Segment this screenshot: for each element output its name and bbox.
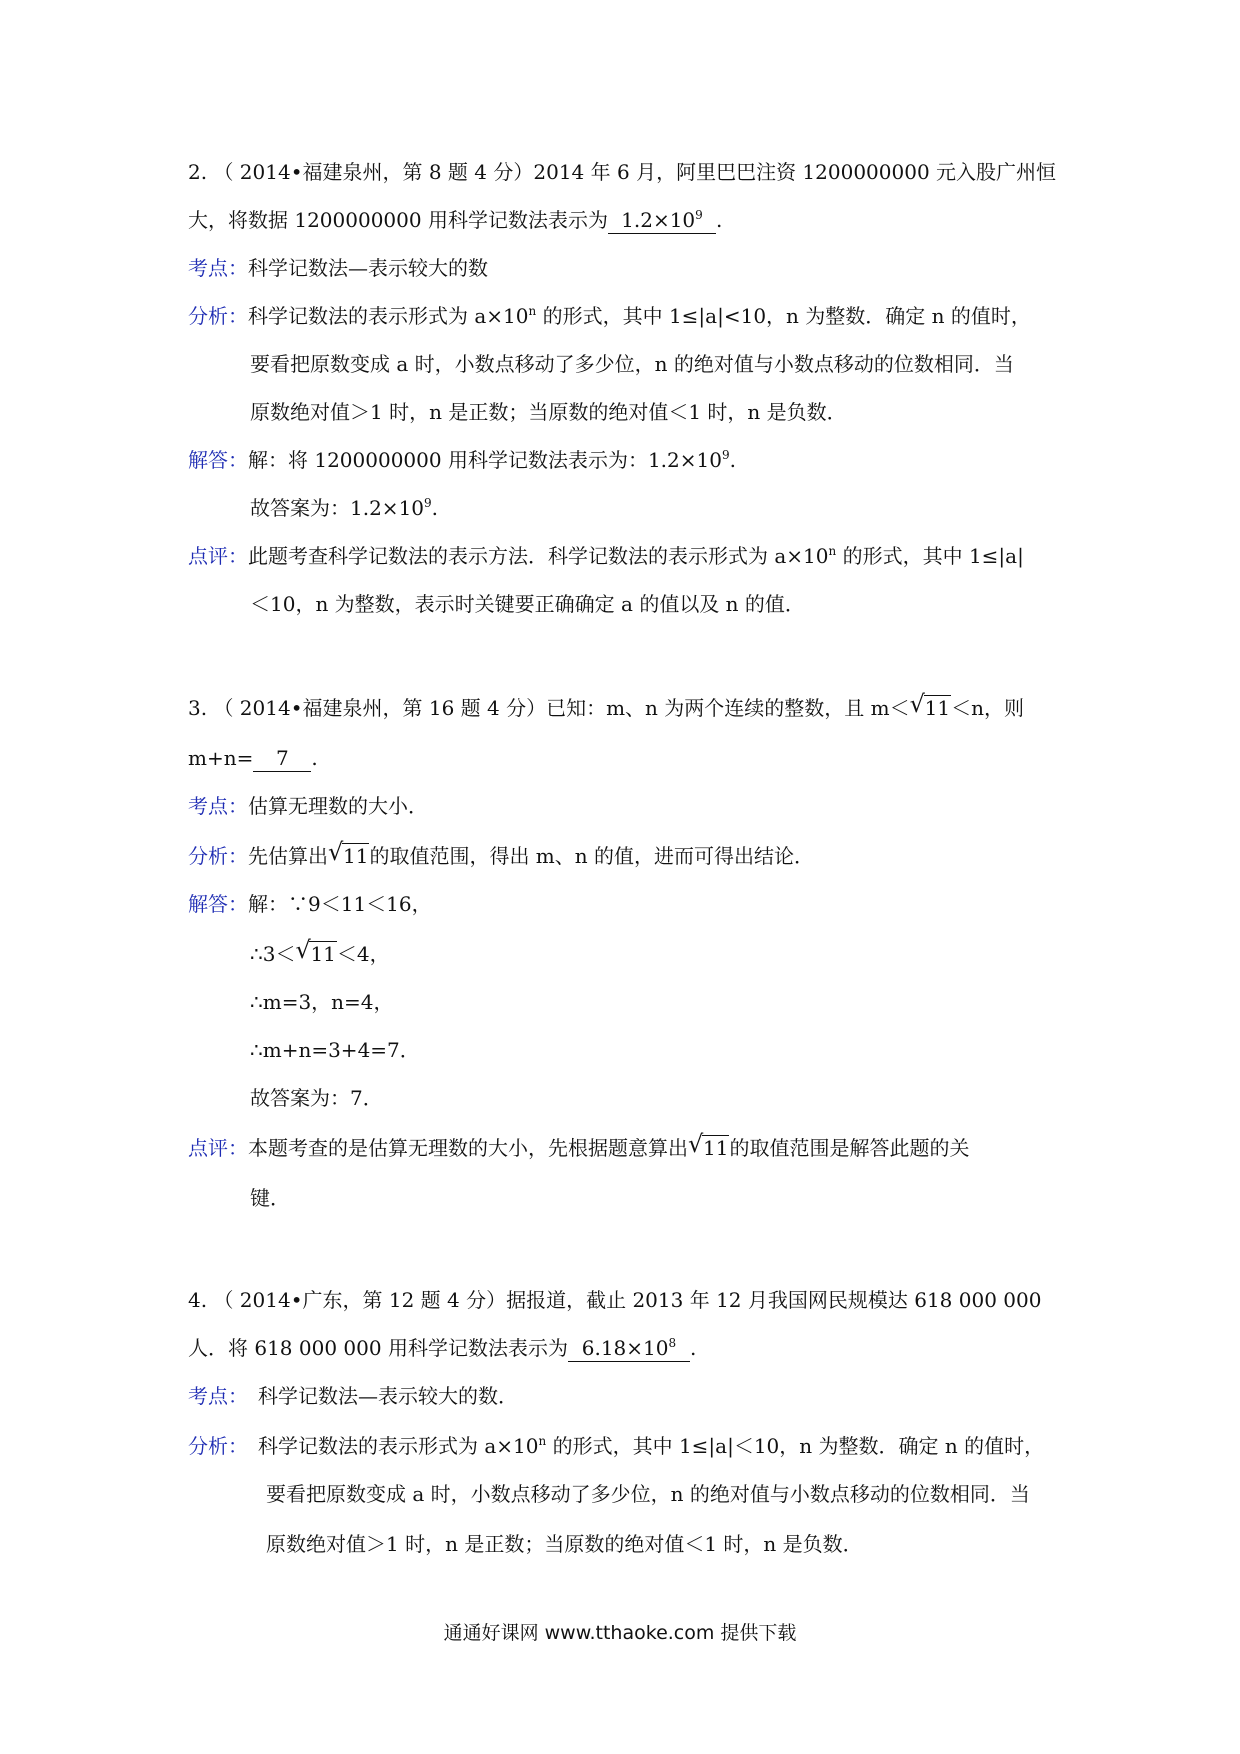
q2-stem-line2: 大，将数据 1200000000 用科学记数法表示为 $1.2\times 10^9$ . — [188, 208, 723, 232]
dianping-label: 点评： — [188, 1136, 248, 1160]
fenxi-label: 分析： — [188, 844, 248, 868]
q2-fenxi-line1: 分析：科学记数法的表示形式为 $a\times 10^n$ 的形式，其中 1≤|a|<10，n 为整数．确定 n 的值时， — [188, 304, 1031, 328]
q4-fenxi-line2: 要看把原数变成 a 时，小数点移动了多少位，n 的绝对值与小数点移动的位数相同．当 — [266, 1482, 1030, 1506]
kaodian-label: 考点： — [188, 256, 248, 280]
sqrt-11: √ 11 — [909, 690, 951, 720]
q4-fenxi-line1: 分析： 科学记数法的表示形式为 $a\times 10^n$ 的形式，其中 1≤|a|＜10，n 为整数．确定 n 的值时， — [188, 1434, 1045, 1458]
kaodian-label: 考点： — [188, 1384, 248, 1408]
q3-jieda-line3: ∴m=3，n=4， — [250, 990, 394, 1014]
q2-dianping-line2: ＜10，n 为整数，表示时关键要正确确定 a 的值以及 n 的值． — [250, 592, 805, 616]
q2-jieda-line2: 故答案为：$1.2\times 10^9$. — [250, 496, 439, 520]
q3-dianping-line2: 键． — [250, 1186, 290, 1210]
jieda-label: 解答： — [188, 892, 248, 916]
jieda-label: 解答： — [188, 448, 248, 472]
fenxi-label: 分析： — [188, 304, 248, 328]
q3-answer-blank: 7 — [253, 746, 311, 772]
q3-jieda-line5: 故答案为：7． — [250, 1086, 383, 1110]
q4-kaodian: 考点： 科学记数法—表示较大的数． — [188, 1384, 518, 1408]
q3-kaodian: 考点：估算无理数的大小． — [188, 794, 428, 818]
q3-fenxi: 分析：先估算出 √ 11的取值范围，得出 m、n 的值，进而可得出结论． — [188, 838, 815, 868]
q2-answer-blank: $1.2\times 10^9$ — [608, 208, 716, 234]
q4-fenxi-line3: 原数绝对值＞1 时，n 是正数；当原数的绝对值＜1 时，n 是负数． — [266, 1532, 863, 1556]
q3-dianping-line1: 点评：本题考查的是估算无理数的大小，先根据题意算出 √ 11的取值范围是解答此题的关 — [188, 1130, 970, 1160]
kaodian-label: 考点： — [188, 794, 248, 818]
sqrt-11: √ 11 — [688, 1130, 729, 1160]
q4-answer-blank: $6.18\times 10^8$ — [568, 1336, 690, 1362]
q2-dianping-line1: 点评：此题考查科学记数法的表示方法．科学记数法的表示形式为 $a\times 10^n$ 的形式，其中 1≤|a| — [188, 544, 1024, 568]
sqrt-11: √ 11 — [328, 838, 369, 868]
q2-fenxi-line2: 要看把原数变成 a 时，小数点移动了多少位，n 的绝对值与小数点移动的位数相同．当 — [250, 352, 1014, 376]
sqrt-11: √ 11 — [295, 936, 336, 966]
q3-stem-line2: m+n= 7 . — [188, 746, 318, 770]
q3-jieda-line4: ∴m+n=3+4=7． — [250, 1038, 420, 1062]
q2-kaodian: 考点：科学记数法—表示较大的数 — [188, 256, 488, 280]
q3-stem-line1: 3. （ 2014•福建泉州，第 16 题 4 分）已知：m、n 为两个连续的整数，且 m＜ √ 11＜n，则 — [188, 690, 1024, 720]
q3-jieda-line1: 解答：解：∵9＜11＜16， — [188, 892, 432, 916]
q2-fenxi-line3: 原数绝对值＞1 时，n 是正数；当原数的绝对值＜1 时，n 是负数． — [250, 400, 847, 424]
q4-stem-line1: 4. （ 2014•广东，第 12 题 4 分）据报道，截止 2013 年 12 月我国网民规模达 618 000 000 — [188, 1288, 1042, 1312]
q2-jieda-line1: 解答：解：将 1200000000 用科学记数法表示为：$1.2\times 10^9$. — [188, 448, 736, 472]
q3-jieda-line2: ∴3＜ √ 11＜4， — [250, 936, 390, 966]
q2-stem-line1: 2. （ 2014•福建泉州，第 8 题 4 分）2014 年 6 月，阿里巴巴注资 1200000000 元入股广州恒 — [188, 160, 1057, 184]
q4-stem-line2: 人．将 618 000 000 用科学记数法表示为 $6.18\times 10^8$ . — [188, 1336, 697, 1360]
fenxi-label: 分析： — [188, 1434, 248, 1458]
page-footer: 通通好课网 www.tthaoke.com 提供下载 — [443, 1622, 797, 1644]
dianping-label: 点评： — [188, 544, 248, 568]
